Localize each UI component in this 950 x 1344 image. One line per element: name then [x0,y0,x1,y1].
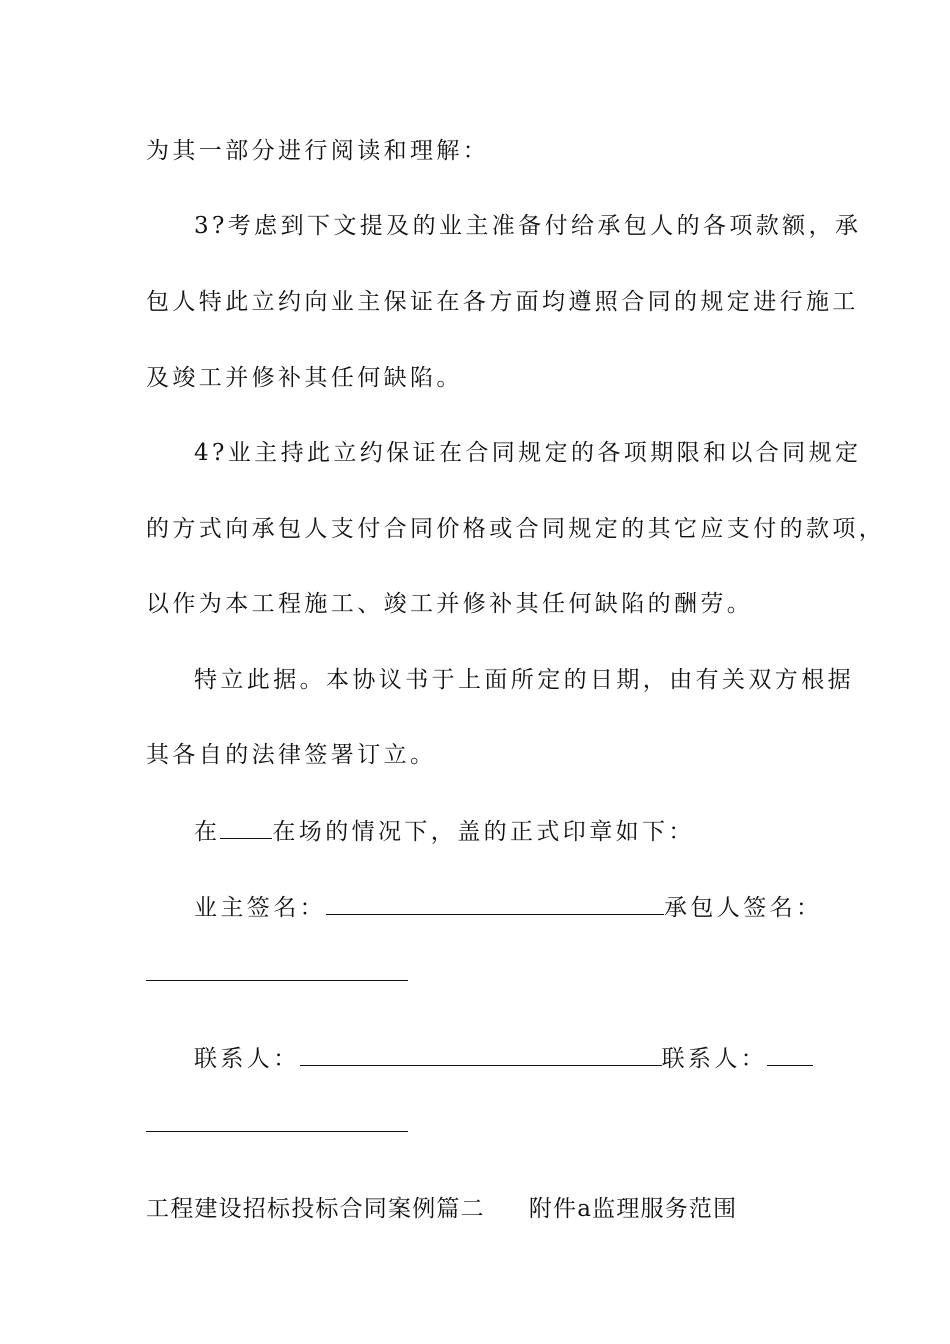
witness-line: 其各自的法律签署订立。 [146,742,437,768]
owner-contact-blank [300,1043,662,1066]
clause-4-line: 以作为本工程施工、竣工并修补其任何缺陷的酬劳。 [146,591,754,617]
clause-3-line: 3?考虑到下文提及的业主准备付给承包人的各项款额，承 [194,213,862,239]
attachment-title: 附件a监理服务范围 [528,1196,738,1222]
clause-4-line: 4?业主持此立约保证在合同规定的各项期限和以合同规定 [194,440,862,466]
contact-line [194,1043,864,1074]
clause-3-line: 包人特此立约向业主保证在各方面均遵照合同的规定进行施工 [146,289,859,315]
witness-line: 特立此据。本协议书于上面所定的日期，由有关双方根据 [194,667,854,693]
paragraph-line: 为其一部分进行阅读和理解： [146,138,490,164]
contractor-signature-blank [146,980,408,981]
section-title: 工程建设招标投标合同案例篇二 [146,1196,485,1222]
footer-heading [146,1194,816,1224]
owner-signature-blank [326,892,664,915]
presence-prefix: 在 [194,819,221,845]
witness-blank [220,816,272,839]
contractor-contact-blank-start [767,1043,813,1066]
owner-signature-label: 业主签名： [194,895,326,921]
clause-4-line: 的方式向承包人支付合同价格或合同规定的其它应支付的款项， [146,516,886,542]
contractor-contact-label: 联系人： [661,1046,768,1072]
contractor-signature-label: 承包人签名： [664,895,823,921]
contractor-contact-blank [146,1131,408,1132]
owner-contact-label: 联系人： [194,1046,300,1072]
clause-3-line: 及竣工并修补其任何缺陷。 [146,365,463,391]
presence-suffix: 在场的情况下，盖的正式印章如下： [272,819,695,845]
signature-line [194,892,864,923]
presence-line [194,816,864,847]
